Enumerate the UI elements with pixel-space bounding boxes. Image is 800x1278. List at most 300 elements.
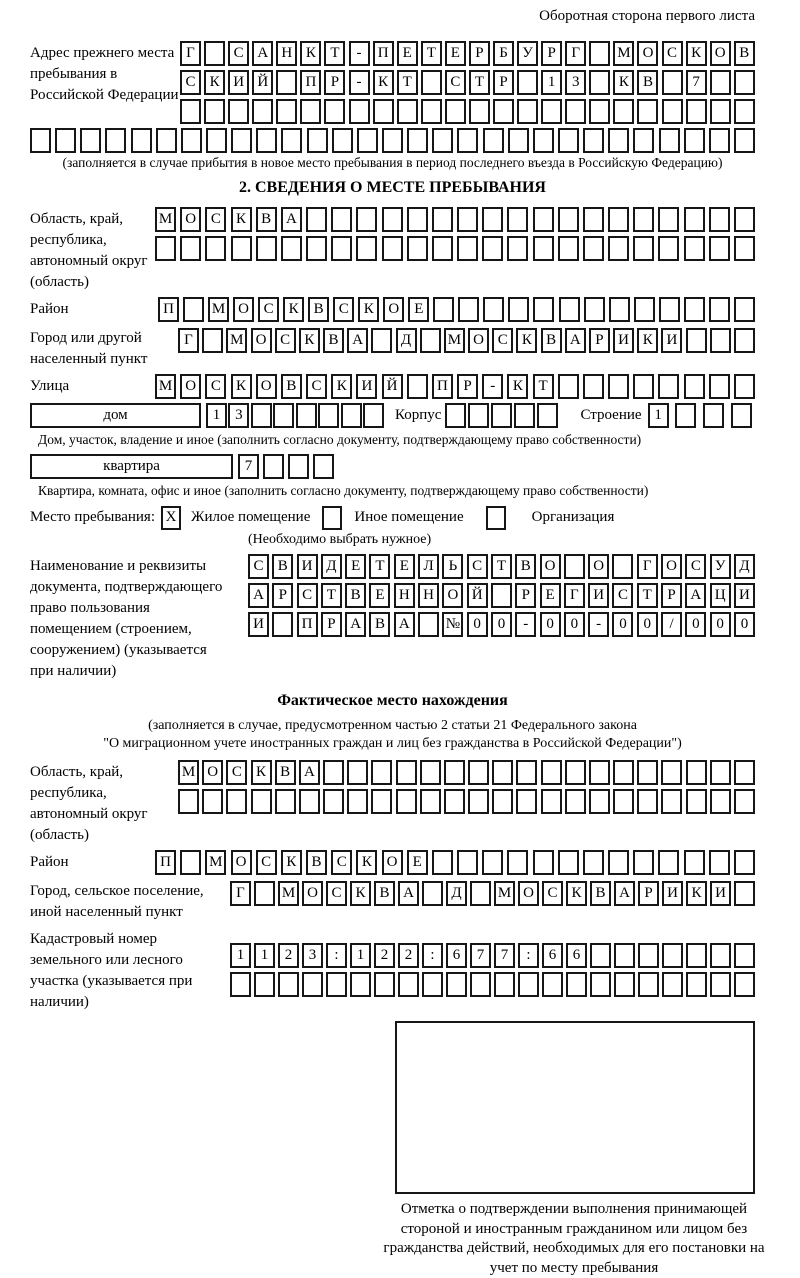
char-cell[interactable]: Д — [446, 881, 467, 906]
char-cell[interactable] — [446, 972, 467, 997]
char-cell[interactable]: В — [637, 70, 658, 95]
char-cell[interactable]: Р — [515, 583, 536, 608]
char-cell[interactable] — [180, 236, 201, 261]
char-cell[interactable] — [324, 99, 345, 124]
char-cell[interactable]: П — [158, 297, 179, 322]
char-cell[interactable]: С — [685, 554, 706, 579]
char-cell[interactable]: К — [231, 207, 252, 232]
char-cell[interactable]: Й — [252, 70, 273, 95]
char-cell[interactable] — [710, 70, 731, 95]
char-cell[interactable] — [422, 972, 443, 997]
char-cell[interactable]: 6 — [542, 943, 563, 968]
char-cell[interactable] — [30, 128, 51, 153]
char-cell[interactable]: 0 — [612, 612, 633, 637]
char-cell[interactable] — [686, 943, 707, 968]
char-cell[interactable]: Е — [369, 583, 390, 608]
char-cell[interactable]: Й — [467, 583, 488, 608]
char-cell[interactable] — [734, 99, 755, 124]
char-cell[interactable] — [662, 70, 683, 95]
char-cell[interactable]: К — [358, 297, 379, 322]
char-cell[interactable]: Й — [382, 374, 403, 399]
char-cell[interactable] — [350, 972, 371, 997]
char-cell[interactable] — [709, 297, 730, 322]
char-cell[interactable]: Е — [397, 41, 418, 66]
char-cell[interactable]: 0 — [710, 612, 731, 637]
char-cell[interactable]: С — [205, 374, 226, 399]
char-cell[interactable] — [533, 207, 554, 232]
char-cell[interactable]: В — [256, 207, 277, 232]
char-cell[interactable] — [590, 972, 611, 997]
char-cell[interactable] — [226, 789, 247, 814]
char-cell[interactable]: А — [281, 207, 302, 232]
char-cell[interactable]: И — [613, 328, 634, 353]
char-cell[interactable]: С — [297, 583, 318, 608]
char-cell[interactable] — [421, 99, 442, 124]
char-cell[interactable] — [183, 297, 204, 322]
char-cell[interactable] — [181, 128, 202, 153]
char-cell[interactable]: В — [323, 328, 344, 353]
char-cell[interactable]: О — [180, 207, 201, 232]
char-cell[interactable] — [517, 99, 538, 124]
char-cell[interactable]: Е — [445, 41, 466, 66]
char-cell[interactable] — [332, 128, 353, 153]
char-cell[interactable]: И — [228, 70, 249, 95]
char-cell[interactable]: К — [300, 41, 321, 66]
char-cell[interactable]: С — [542, 881, 563, 906]
char-cell[interactable] — [590, 943, 611, 968]
char-cell[interactable] — [589, 41, 610, 66]
char-cell[interactable] — [491, 403, 512, 428]
char-cell[interactable] — [710, 789, 731, 814]
char-cell[interactable] — [507, 236, 528, 261]
char-cell[interactable] — [420, 760, 441, 785]
char-cell[interactable] — [583, 128, 604, 153]
char-cell[interactable] — [252, 99, 273, 124]
char-cell[interactable]: 0 — [540, 612, 561, 637]
char-cell[interactable]: И — [356, 374, 377, 399]
char-cell[interactable] — [658, 374, 679, 399]
char-cell[interactable]: Г — [180, 41, 201, 66]
char-cell[interactable]: К — [251, 760, 272, 785]
char-cell[interactable] — [541, 760, 562, 785]
char-cell[interactable]: Р — [321, 612, 342, 637]
char-cell[interactable] — [318, 403, 339, 428]
char-cell[interactable] — [421, 70, 442, 95]
char-cell[interactable]: К — [686, 41, 707, 66]
char-cell[interactable]: 0 — [467, 612, 488, 637]
char-cell[interactable] — [204, 99, 225, 124]
char-cell[interactable]: В — [275, 760, 296, 785]
char-cell[interactable] — [589, 70, 610, 95]
char-cell[interactable]: Т — [397, 70, 418, 95]
char-cell[interactable]: 3 — [302, 943, 323, 968]
char-cell[interactable] — [710, 943, 731, 968]
char-cell[interactable]: 0 — [637, 612, 658, 637]
char-cell[interactable] — [508, 128, 529, 153]
char-cell[interactable] — [518, 972, 539, 997]
char-cell[interactable] — [326, 972, 347, 997]
char-cell[interactable] — [276, 99, 297, 124]
char-cell[interactable] — [299, 789, 320, 814]
char-cell[interactable] — [565, 760, 586, 785]
char-cell[interactable] — [457, 850, 478, 875]
char-cell[interactable] — [432, 236, 453, 261]
char-cell[interactable] — [371, 760, 392, 785]
char-cell[interactable]: У — [517, 41, 538, 66]
char-cell[interactable] — [331, 236, 352, 261]
char-cell[interactable] — [458, 297, 479, 322]
char-cell[interactable] — [709, 128, 730, 153]
char-cell[interactable] — [661, 760, 682, 785]
char-cell[interactable] — [457, 128, 478, 153]
char-cell[interactable]: С — [228, 41, 249, 66]
char-cell[interactable] — [204, 41, 225, 66]
char-cell[interactable]: Е — [540, 583, 561, 608]
char-cell[interactable] — [533, 236, 554, 261]
char-cell[interactable] — [633, 374, 654, 399]
char-cell[interactable] — [281, 128, 302, 153]
char-cell[interactable]: Д — [396, 328, 417, 353]
char-cell[interactable] — [80, 128, 101, 153]
char-cell[interactable]: А — [299, 760, 320, 785]
char-cell[interactable]: В — [374, 881, 395, 906]
char-cell[interactable] — [734, 789, 755, 814]
char-cell[interactable]: М — [444, 328, 465, 353]
char-cell[interactable]: С — [331, 850, 352, 875]
char-cell[interactable]: А — [248, 583, 269, 608]
char-cell[interactable] — [684, 207, 705, 232]
char-cell[interactable]: Г — [637, 554, 658, 579]
char-cell[interactable] — [492, 789, 513, 814]
char-cell[interactable] — [659, 128, 680, 153]
char-cell[interactable]: 1 — [350, 943, 371, 968]
char-cell[interactable] — [281, 236, 302, 261]
char-cell[interactable] — [612, 554, 633, 579]
char-cell[interactable] — [407, 128, 428, 153]
char-cell[interactable] — [686, 760, 707, 785]
char-cell[interactable] — [583, 236, 604, 261]
char-cell[interactable]: К — [231, 374, 252, 399]
char-cell[interactable]: И — [248, 612, 269, 637]
char-cell[interactable]: Р — [661, 583, 682, 608]
char-cell[interactable]: И — [734, 583, 755, 608]
char-cell[interactable]: 2 — [398, 943, 419, 968]
char-cell[interactable]: В — [541, 328, 562, 353]
char-cell[interactable]: Н — [276, 41, 297, 66]
char-cell[interactable] — [180, 99, 201, 124]
char-cell[interactable]: С — [248, 554, 269, 579]
char-cell[interactable]: 7 — [470, 943, 491, 968]
char-cell[interactable]: И — [661, 328, 682, 353]
char-cell[interactable] — [398, 972, 419, 997]
char-cell[interactable]: 3 — [565, 70, 586, 95]
char-cell[interactable]: 1 — [648, 403, 669, 428]
char-cell[interactable] — [382, 236, 403, 261]
char-cell[interactable] — [709, 207, 730, 232]
char-cell[interactable] — [457, 236, 478, 261]
char-cell[interactable] — [537, 403, 558, 428]
char-cell[interactable] — [228, 99, 249, 124]
char-cell[interactable]: Т — [369, 554, 390, 579]
char-cell[interactable] — [444, 760, 465, 785]
char-cell[interactable] — [105, 128, 126, 153]
char-cell[interactable]: К — [566, 881, 587, 906]
char-cell[interactable] — [684, 128, 705, 153]
char-cell[interactable] — [686, 99, 707, 124]
char-cell[interactable] — [276, 70, 297, 95]
char-cell[interactable] — [483, 128, 504, 153]
char-cell[interactable] — [357, 128, 378, 153]
char-cell[interactable]: - — [588, 612, 609, 637]
char-cell[interactable] — [734, 236, 755, 261]
char-cell[interactable] — [445, 99, 466, 124]
char-cell[interactable] — [263, 454, 284, 479]
char-cell[interactable]: И — [297, 554, 318, 579]
char-cell[interactable]: Р — [541, 41, 562, 66]
char-cell[interactable]: А — [347, 328, 368, 353]
char-cell[interactable] — [565, 789, 586, 814]
char-cell[interactable] — [533, 850, 554, 875]
char-cell[interactable] — [684, 850, 705, 875]
char-cell[interactable]: Б — [493, 41, 514, 66]
char-cell[interactable]: Г — [565, 41, 586, 66]
char-cell[interactable] — [608, 128, 629, 153]
char-cell[interactable] — [491, 583, 512, 608]
char-cell[interactable]: С — [662, 41, 683, 66]
char-cell[interactable] — [288, 454, 309, 479]
char-cell[interactable]: 1 — [206, 403, 227, 428]
char-cell[interactable]: 2 — [278, 943, 299, 968]
char-cell[interactable]: С — [445, 70, 466, 95]
char-cell[interactable]: Т — [533, 374, 554, 399]
char-cell[interactable] — [658, 236, 679, 261]
char-cell[interactable] — [684, 374, 705, 399]
char-cell[interactable] — [356, 207, 377, 232]
char-cell[interactable]: К — [283, 297, 304, 322]
char-cell[interactable] — [508, 297, 529, 322]
char-cell[interactable] — [662, 943, 683, 968]
char-cell[interactable]: 6 — [566, 943, 587, 968]
char-cell[interactable] — [637, 789, 658, 814]
char-cell[interactable] — [710, 328, 731, 353]
char-cell[interactable]: И — [588, 583, 609, 608]
char-cell[interactable]: А — [345, 612, 366, 637]
char-cell[interactable] — [710, 760, 731, 785]
char-cell[interactable] — [254, 881, 275, 906]
char-cell[interactable] — [633, 207, 654, 232]
char-cell[interactable]: / — [661, 612, 682, 637]
char-cell[interactable]: С — [226, 760, 247, 785]
char-cell[interactable] — [180, 850, 201, 875]
char-cell[interactable]: И — [662, 881, 683, 906]
char-cell[interactable] — [734, 374, 755, 399]
char-cell[interactable] — [202, 789, 223, 814]
char-cell[interactable] — [542, 972, 563, 997]
char-cell[interactable]: 1 — [254, 943, 275, 968]
char-cell[interactable]: С — [326, 881, 347, 906]
char-cell[interactable]: О — [518, 881, 539, 906]
char-cell[interactable] — [468, 789, 489, 814]
char-cell[interactable] — [302, 972, 323, 997]
char-cell[interactable] — [445, 403, 466, 428]
char-cell[interactable] — [658, 207, 679, 232]
org-checkbox[interactable] — [486, 506, 506, 530]
char-cell[interactable]: № — [442, 612, 463, 637]
char-cell[interactable] — [156, 128, 177, 153]
char-cell[interactable] — [230, 972, 251, 997]
char-cell[interactable]: К — [373, 70, 394, 95]
char-cell[interactable] — [633, 850, 654, 875]
char-cell[interactable]: К — [204, 70, 225, 95]
char-cell[interactable] — [584, 297, 605, 322]
char-cell[interactable] — [296, 403, 317, 428]
char-cell[interactable]: : — [326, 943, 347, 968]
char-cell[interactable]: С — [467, 554, 488, 579]
char-cell[interactable] — [686, 328, 707, 353]
char-cell[interactable]: О — [231, 850, 252, 875]
char-cell[interactable] — [256, 128, 277, 153]
char-cell[interactable]: О — [256, 374, 277, 399]
char-cell[interactable]: Д — [321, 554, 342, 579]
char-cell[interactable] — [608, 236, 629, 261]
char-cell[interactable] — [307, 128, 328, 153]
char-cell[interactable] — [734, 850, 755, 875]
char-cell[interactable] — [516, 789, 537, 814]
char-cell[interactable]: 0 — [564, 612, 585, 637]
char-cell[interactable] — [396, 789, 417, 814]
char-cell[interactable] — [658, 850, 679, 875]
char-cell[interactable] — [494, 972, 515, 997]
char-cell[interactable] — [637, 760, 658, 785]
char-cell[interactable]: О — [661, 554, 682, 579]
char-cell[interactable] — [131, 128, 152, 153]
char-cell[interactable] — [514, 403, 535, 428]
char-cell[interactable] — [323, 760, 344, 785]
zhiloe-checkbox[interactable]: X — [161, 506, 181, 530]
char-cell[interactable]: С — [306, 374, 327, 399]
char-cell[interactable]: - — [349, 70, 370, 95]
char-cell[interactable] — [363, 403, 384, 428]
char-cell[interactable]: С — [612, 583, 633, 608]
char-cell[interactable] — [734, 972, 755, 997]
char-cell[interactable]: К — [637, 328, 658, 353]
char-cell[interactable]: К — [516, 328, 537, 353]
char-cell[interactable] — [613, 789, 634, 814]
char-cell[interactable] — [637, 99, 658, 124]
char-cell[interactable] — [734, 207, 755, 232]
char-cell[interactable] — [709, 236, 730, 261]
char-cell[interactable]: И — [710, 881, 731, 906]
char-cell[interactable] — [686, 789, 707, 814]
char-cell[interactable]: О — [637, 41, 658, 66]
char-cell[interactable] — [470, 972, 491, 997]
char-cell[interactable] — [709, 850, 730, 875]
char-cell[interactable]: С — [205, 207, 226, 232]
char-cell[interactable]: О — [202, 760, 223, 785]
char-cell[interactable] — [482, 850, 503, 875]
char-cell[interactable] — [433, 297, 454, 322]
char-cell[interactable]: К — [299, 328, 320, 353]
char-cell[interactable] — [397, 99, 418, 124]
char-cell[interactable] — [155, 236, 176, 261]
char-cell[interactable] — [251, 789, 272, 814]
char-cell[interactable] — [306, 236, 327, 261]
char-cell[interactable] — [482, 236, 503, 261]
char-cell[interactable] — [533, 297, 554, 322]
char-cell[interactable]: О — [251, 328, 272, 353]
char-cell[interactable] — [589, 99, 610, 124]
char-cell[interactable]: Р — [589, 328, 610, 353]
char-cell[interactable] — [432, 207, 453, 232]
char-cell[interactable]: О — [468, 328, 489, 353]
char-cell[interactable] — [382, 207, 403, 232]
char-cell[interactable]: К — [331, 374, 352, 399]
char-cell[interactable] — [734, 760, 755, 785]
char-cell[interactable]: О — [382, 850, 403, 875]
char-cell[interactable] — [583, 207, 604, 232]
char-cell[interactable]: К — [350, 881, 371, 906]
char-cell[interactable]: С — [333, 297, 354, 322]
char-cell[interactable] — [469, 99, 490, 124]
char-cell[interactable]: - — [482, 374, 503, 399]
char-cell[interactable]: О — [442, 583, 463, 608]
char-cell[interactable] — [541, 99, 562, 124]
char-cell[interactable] — [734, 297, 755, 322]
char-cell[interactable]: Р — [469, 41, 490, 66]
char-cell[interactable] — [407, 374, 428, 399]
char-cell[interactable] — [278, 972, 299, 997]
char-cell[interactable] — [178, 789, 199, 814]
char-cell[interactable]: О — [302, 881, 323, 906]
char-cell[interactable] — [420, 789, 441, 814]
char-cell[interactable] — [482, 207, 503, 232]
char-cell[interactable] — [422, 881, 443, 906]
char-cell[interactable] — [483, 297, 504, 322]
char-cell[interactable] — [703, 403, 724, 428]
char-cell[interactable] — [558, 850, 579, 875]
char-cell[interactable] — [371, 789, 392, 814]
char-cell[interactable] — [734, 943, 755, 968]
char-cell[interactable] — [583, 850, 604, 875]
char-cell[interactable]: С — [258, 297, 279, 322]
char-cell[interactable] — [608, 374, 629, 399]
char-cell[interactable] — [254, 972, 275, 997]
char-cell[interactable]: Р — [638, 881, 659, 906]
char-cell[interactable] — [734, 328, 755, 353]
char-cell[interactable]: : — [518, 943, 539, 968]
char-cell[interactable] — [347, 760, 368, 785]
char-cell[interactable] — [275, 789, 296, 814]
char-cell[interactable]: А — [614, 881, 635, 906]
char-cell[interactable] — [558, 374, 579, 399]
char-cell[interactable] — [492, 760, 513, 785]
char-cell[interactable] — [251, 403, 272, 428]
char-cell[interactable]: 7 — [686, 70, 707, 95]
char-cell[interactable]: М — [155, 374, 176, 399]
char-cell[interactable] — [470, 881, 491, 906]
char-cell[interactable] — [608, 850, 629, 875]
char-cell[interactable] — [661, 789, 682, 814]
char-cell[interactable]: Г — [564, 583, 585, 608]
char-cell[interactable] — [533, 128, 554, 153]
char-cell[interactable] — [558, 236, 579, 261]
inoe-checkbox[interactable] — [322, 506, 342, 530]
char-cell[interactable]: Е — [394, 554, 415, 579]
char-cell[interactable]: Е — [407, 850, 428, 875]
char-cell[interactable] — [583, 374, 604, 399]
char-cell[interactable]: А — [394, 612, 415, 637]
char-cell[interactable] — [566, 972, 587, 997]
